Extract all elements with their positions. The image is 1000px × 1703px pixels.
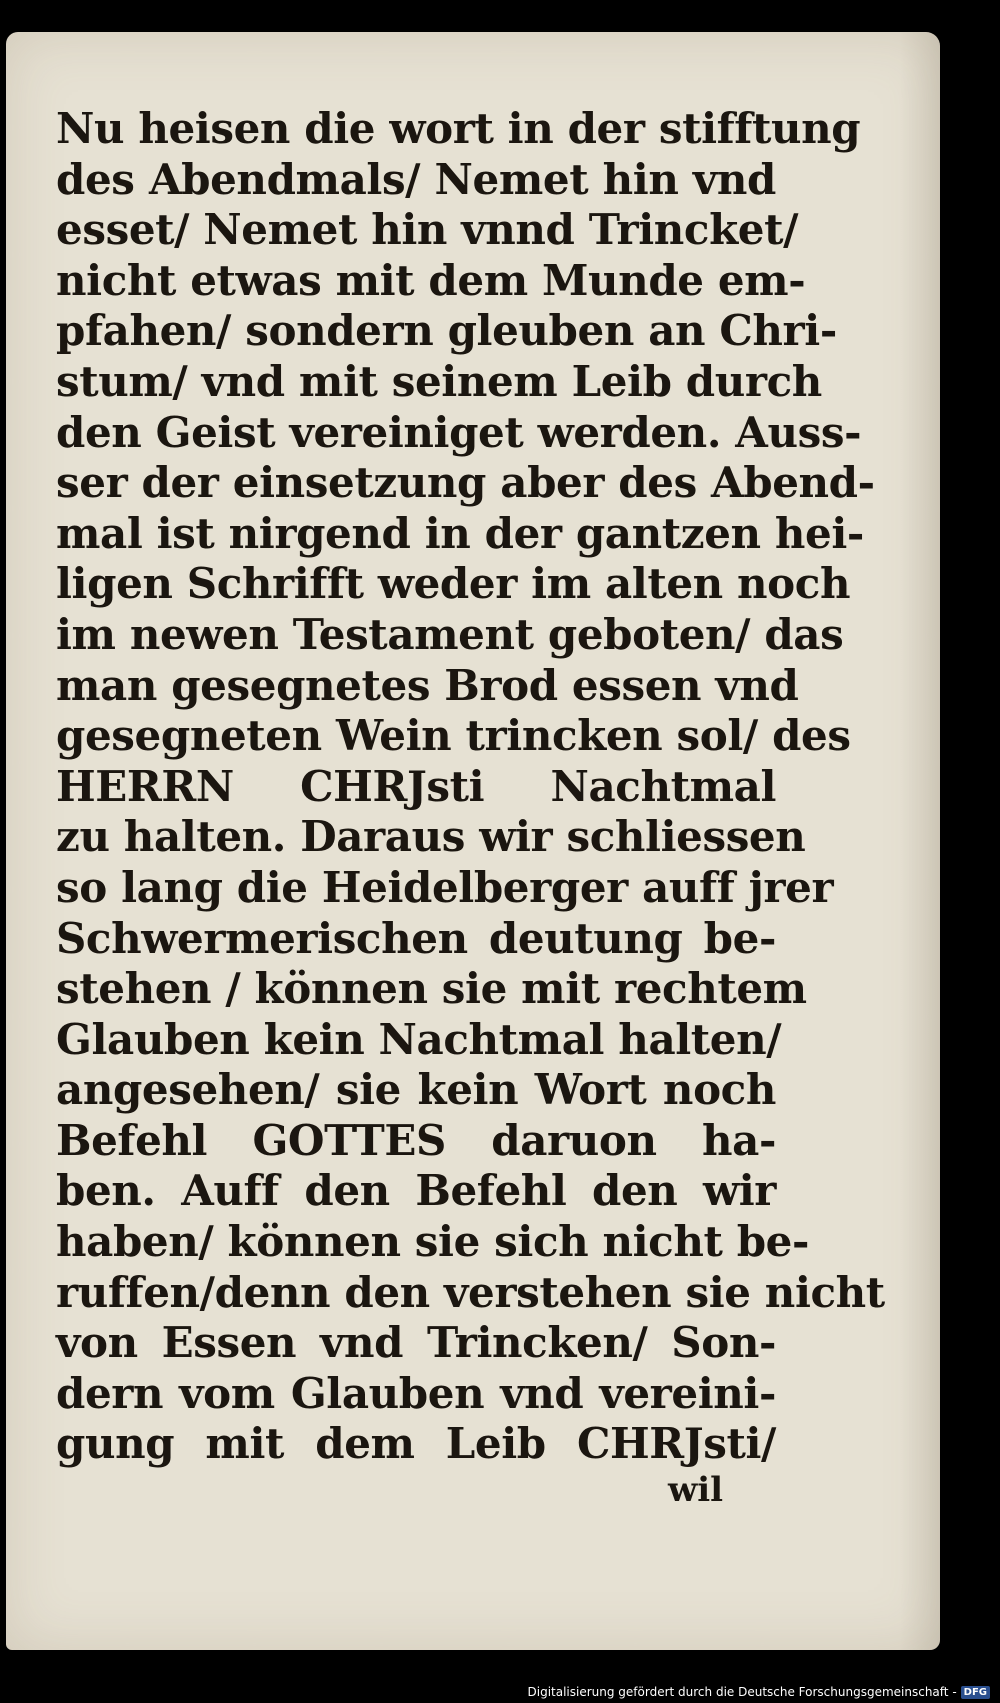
- text-line: esset/ Nemet hin vnnd Trincket/: [56, 205, 799, 255]
- text-line: dern vom Glauben vnd vereini-: [56, 1368, 776, 1418]
- page-text: [56, 104, 885, 1470]
- text-line: HERRN CHRJsti Nachtmal: [56, 761, 776, 811]
- credit-text: Digitalisierung gefördert durch die Deutsche Forschungsgemeinschaft -: [527, 1685, 957, 1699]
- text-line: haben/ können sie sich nicht be-: [56, 1217, 810, 1267]
- text-line: gesegneten Wein trincken sol/ des: [56, 711, 851, 761]
- text-line: ser der einsetzung aber des Abend-: [56, 458, 875, 508]
- text-line: von Essen vnd Trincken/ Son-: [56, 1318, 776, 1368]
- text-line: ben. Auff den Befehl den wir: [56, 1166, 776, 1216]
- catchword: wil: [668, 1470, 724, 1510]
- text-line: ligen Schrifft weder im alten noch: [56, 559, 851, 609]
- book-page: [6, 32, 940, 1650]
- text-line: nicht etwas mit dem Munde em-: [56, 255, 806, 305]
- text-line: den Geist vereiniget werden. Auss-: [56, 407, 862, 457]
- text-line: des Abendmals/ Nemet hin vnd: [56, 154, 776, 204]
- text-line: ruffen/denn den verstehen sie nicht: [56, 1267, 885, 1317]
- text-line: gung mit dem Leib CHRJsti/: [56, 1419, 776, 1469]
- text-line: stum/ vnd mit seinem Leib durch: [56, 356, 822, 406]
- dfg-logo: DFG: [961, 1686, 990, 1699]
- text-line: zu halten. Daraus wir schliessen: [56, 812, 806, 862]
- text-line: angesehen/ sie kein Wort noch: [56, 1065, 776, 1115]
- text-line: so lang die Heidelberger auff jrer: [56, 862, 834, 912]
- text-line: stehen / können sie mit rechtem: [56, 964, 807, 1014]
- text-line: Nu heisen die wort in der stifftung: [56, 104, 861, 153]
- text-line: im newen Testament geboten/ das: [56, 609, 844, 659]
- text-line: Befehl GOTTES daruon ha-: [56, 1115, 776, 1165]
- digitization-credit: [528, 1685, 991, 1699]
- text-line: pfahen/ sondern gleuben an Chri-: [56, 306, 837, 356]
- text-line: mal ist nirgend in der gantzen hei-: [56, 508, 864, 558]
- text-line: Glauben kein Nachtmal halten/: [56, 1014, 782, 1064]
- text-line: Schwermerischen deutung be-: [56, 913, 776, 963]
- text-line: man gesegnetes Brod essen vnd: [56, 660, 799, 710]
